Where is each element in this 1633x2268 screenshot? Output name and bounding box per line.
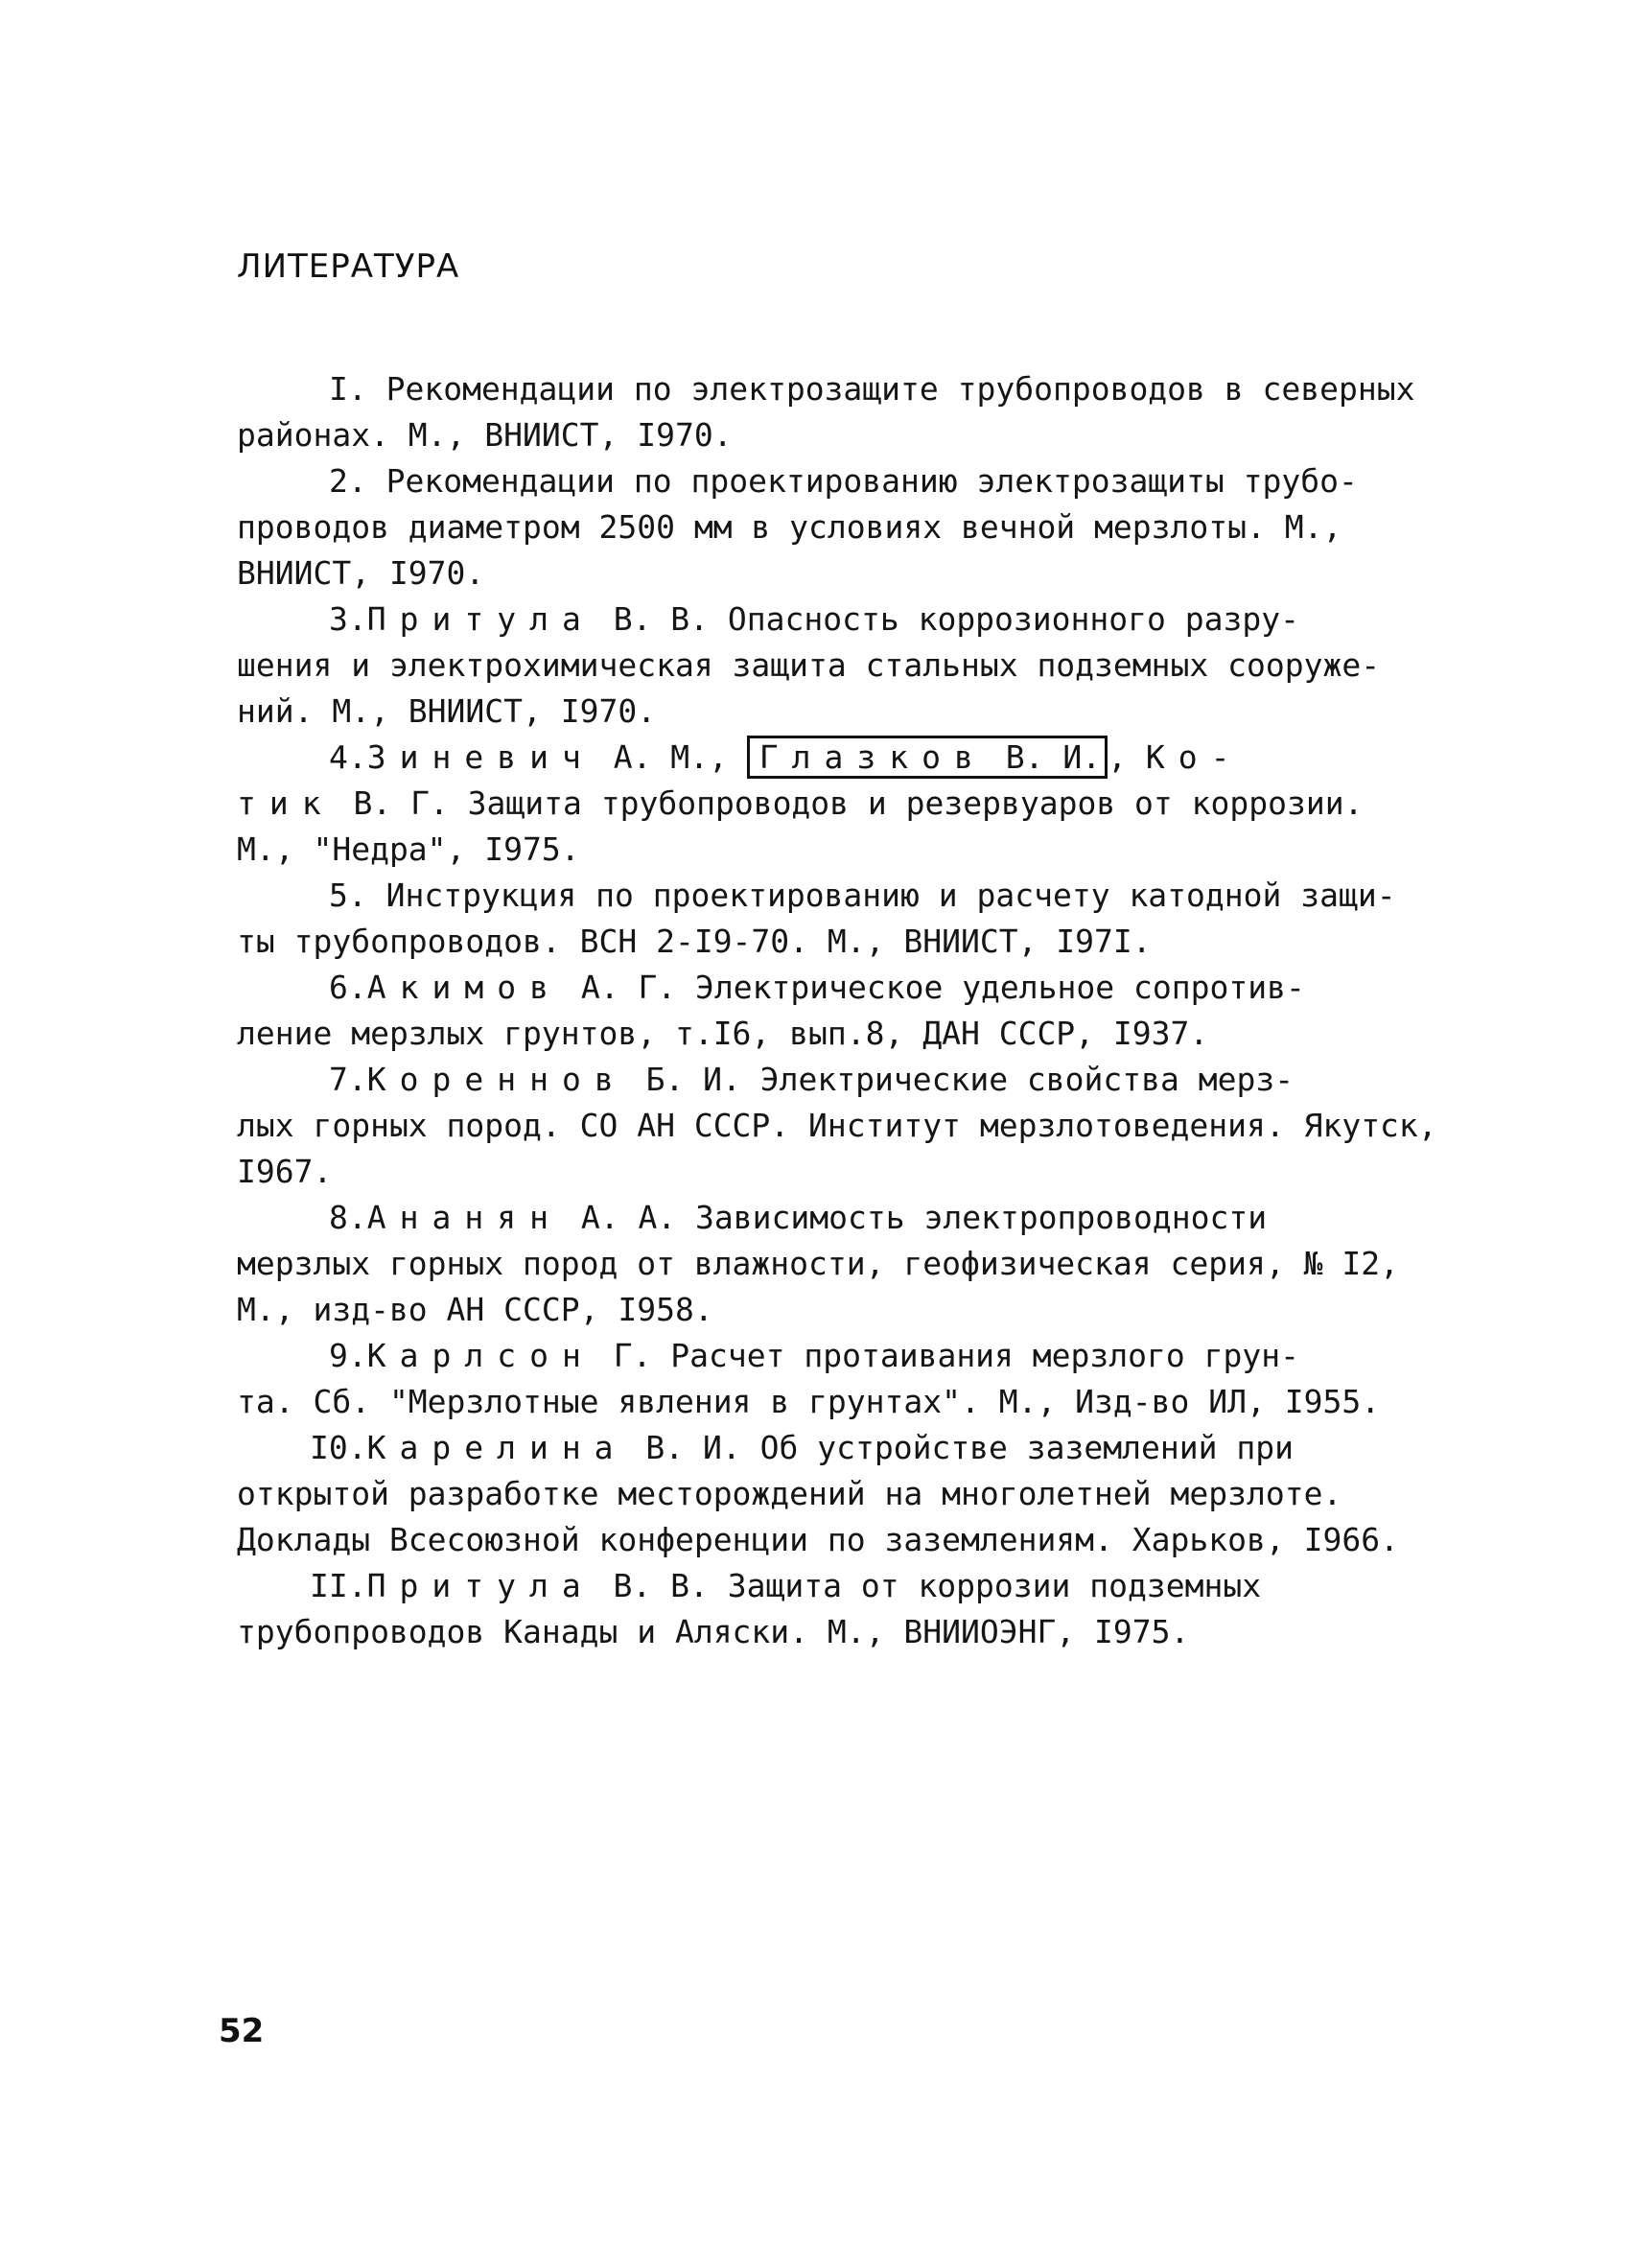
ref-4-line-1	[329, 735, 1243, 781]
ref-6-line-1	[329, 965, 1305, 1011]
ref-10-line-2: открытой разработке месторождений на многолетней мерзлоте.	[237, 1475, 1342, 1512]
ref-3-line-3: ний. М., ВНИИСТ, I970.	[237, 692, 657, 730]
ref-7-line-1	[329, 1057, 1294, 1103]
ref-4-title: В. Г. Защита трубопроводов и резервуаров от коррозии.	[334, 784, 1364, 822]
ref-8-line-1	[329, 1195, 1267, 1241]
ref-10-number: I0.	[310, 1429, 367, 1466]
ref-11-number: II.	[310, 1567, 367, 1604]
ref-11-title: В. В. Защита от коррозии подземных	[594, 1567, 1262, 1604]
ref-9-number: 9.	[329, 1337, 367, 1374]
ref-8-line-3: М., изд-во АН СССР, I958.	[237, 1291, 713, 1328]
ref-3-title: В. В. Опасность коррозионного разру-	[594, 600, 1299, 638]
ref-5-line-2: ты трубопроводов. ВСН 2-I9-70. М., ВНИИСТ, I97I.	[237, 923, 1152, 960]
ref-4-separator: ,	[1108, 738, 1146, 776]
ref-5-line-1: 5. Инструкция по проектированию и расчету катодной защи-	[329, 877, 1396, 914]
ref-6-number: 6.	[329, 969, 367, 1006]
ref-4-author-3b: тик	[237, 784, 335, 822]
ref-9-title: Г. Расчет протаивания мерзлого грун-	[594, 1337, 1299, 1374]
ref-11-line-2: трубопроводов Канады и Аляски. М., ВНИИОЭНГ, I975.	[237, 1613, 1190, 1650]
ref-10-line-1	[310, 1425, 1294, 1471]
ref-3-line-2: шения и электрохимическая защита стальных подземных сооруже-	[237, 646, 1381, 684]
ref-2-line-3: ВНИИСТ, I970.	[237, 554, 485, 592]
ref-10-title: В. И. Об устройстве заземлений при	[626, 1429, 1294, 1466]
ref-4-author-1: Зиневич	[366, 738, 595, 776]
page-number: 52	[219, 2012, 265, 2050]
ref-3-number: 3.	[329, 600, 367, 638]
ref-4-initials-1: А. М.,	[594, 738, 747, 776]
ref-1-line-2: районах. М., ВНИИСТ, I970.	[237, 416, 733, 454]
ref-6-title: А. Г. Электрическое удельное сопротив-	[561, 969, 1305, 1006]
ref-9-author: Карлсон	[366, 1337, 595, 1374]
ref-4-author-3a: Ко-	[1145, 738, 1244, 776]
ref-4-line-2	[237, 781, 1363, 827]
ref-3-line-1	[329, 596, 1299, 643]
ref-7-number: 7.	[329, 1061, 367, 1098]
ref-10-line-3: Доклады Всесоюзной конференции по заземлениям. Харьков, I966.	[237, 1521, 1399, 1558]
ref-2-line-1: 2. Рекомендации по проектированию электрозащиты трубо-	[329, 462, 1358, 500]
page-heading: ЛИТЕРАТУРА	[237, 247, 460, 286]
ref-1-line-1: I. Рекомендации по электрозащите трубопроводов в северных	[329, 370, 1415, 408]
ref-7-title: Б. И. Электрические свойства мерз-	[626, 1061, 1295, 1098]
ref-10-author: Карелина	[366, 1429, 627, 1466]
ref-6-author: Акимов	[366, 969, 562, 1006]
ref-7-line-3: I967.	[237, 1153, 333, 1190]
ref-4-initials-2: В. И.	[986, 738, 1102, 776]
ref-3-author: Притула	[366, 600, 595, 638]
ref-11-author: Притула	[366, 1567, 595, 1604]
ref-9-line-2: та. Сб. "Мерзлотные явления в грунтах". М., Изд-во ИЛ, I955.	[237, 1383, 1381, 1420]
ref-8-title: А. А. Зависимость электропроводности	[561, 1199, 1268, 1236]
ref-4-boxed-author	[747, 736, 1108, 779]
ref-7-line-2: лых горных пород. СО АН СССР. Институт мерзлотоведения. Якутск,	[237, 1107, 1437, 1144]
ref-7-author: Кореннов	[366, 1061, 627, 1098]
ref-4-author-2: Глазков	[758, 738, 987, 776]
ref-4-line-3: М., "Недра", I975.	[237, 830, 580, 868]
ref-9-line-1	[329, 1333, 1299, 1379]
ref-2-line-2: проводов диаметром 2500 мм в условиях вечной мерзлоты. М.,	[237, 508, 1342, 546]
ref-8-line-2: мерзлых горных пород от влажности, геофизическая серия, № I2,	[237, 1245, 1399, 1282]
ref-6-line-2: ление мерзлых грунтов, т.I6, вып.8, ДАН СССР, I937.	[237, 1015, 1209, 1052]
ref-8-number: 8.	[329, 1199, 367, 1236]
ref-11-line-1	[310, 1563, 1261, 1609]
ref-4-number: 4.	[329, 738, 367, 776]
ref-8-author: Ананян	[366, 1199, 562, 1236]
